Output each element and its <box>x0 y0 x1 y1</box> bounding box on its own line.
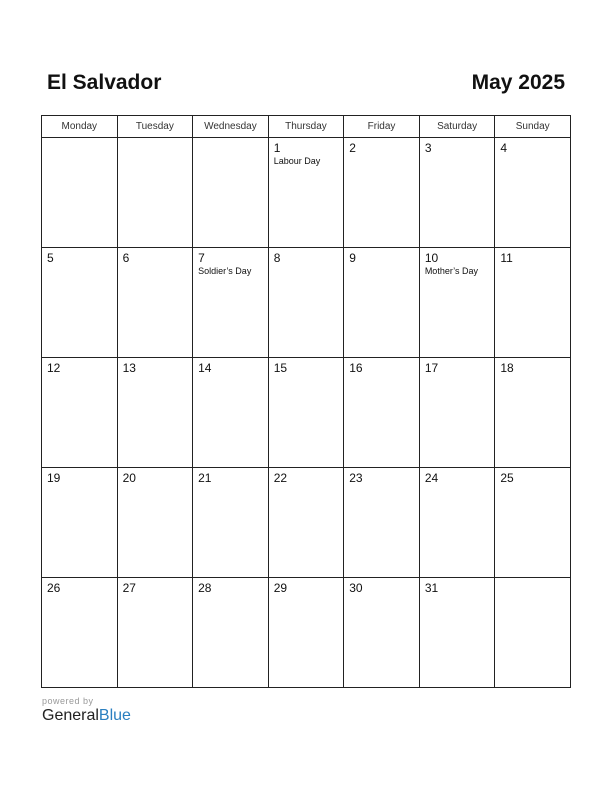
weekday-header: Sunday <box>495 116 571 138</box>
day-cell <box>344 578 420 688</box>
week-row <box>42 468 571 578</box>
day-cell <box>419 248 495 358</box>
day-cell <box>344 138 420 248</box>
day-cell <box>419 578 495 688</box>
weekday-header: Monday <box>42 116 118 138</box>
day-number: 23 <box>349 471 363 485</box>
day-number: 26 <box>47 581 61 595</box>
day-cell <box>344 468 420 578</box>
day-cell <box>495 138 571 248</box>
day-number: 2 <box>349 141 356 155</box>
day-cell <box>268 468 344 578</box>
holiday-label: Mother’s Day <box>424 266 478 276</box>
day-cell <box>42 358 118 468</box>
day-cell <box>42 468 118 578</box>
day-cell <box>193 358 269 468</box>
day-cell <box>117 248 193 358</box>
day-number: 7 <box>198 251 205 265</box>
weekday-header: Thursday <box>268 116 344 138</box>
day-cell <box>117 358 193 468</box>
week-row <box>42 138 571 248</box>
day-number: 4 <box>500 141 508 155</box>
day-number: 30 <box>349 581 363 595</box>
day-cell <box>42 578 118 688</box>
day-cell <box>344 248 420 358</box>
day-cell <box>42 138 118 248</box>
day-number: 13 <box>122 361 136 375</box>
day-cell <box>495 358 571 468</box>
day-number: 24 <box>424 471 439 485</box>
day-cell <box>268 358 344 468</box>
day-number: 5 <box>47 251 54 265</box>
day-number: 9 <box>349 251 356 265</box>
holiday-label: Soldier’s Day <box>198 266 252 276</box>
day-number: 21 <box>198 471 212 485</box>
day-cell <box>117 138 193 248</box>
day-number: 8 <box>273 251 281 265</box>
brand-general: General <box>42 707 99 724</box>
powered-by-text: powered by <box>42 696 94 706</box>
weekday-header-row <box>42 116 571 138</box>
week-row <box>42 578 571 688</box>
day-cell <box>419 138 495 248</box>
day-number: 25 <box>500 471 514 485</box>
day-cell <box>193 578 269 688</box>
day-number: 22 <box>273 471 288 485</box>
day-cell <box>193 248 269 358</box>
day-cell <box>268 578 344 688</box>
week-row <box>42 248 571 358</box>
day-cell <box>495 468 571 578</box>
week-row <box>42 358 571 468</box>
day-cell <box>419 468 495 578</box>
weekday-header: Friday <box>344 116 420 138</box>
day-number: 15 <box>273 361 288 375</box>
brand-logo <box>42 707 131 725</box>
brand-blue: Blue <box>98 707 131 724</box>
day-cell <box>495 578 571 688</box>
day-number: 31 <box>424 581 439 595</box>
day-number: 19 <box>47 471 61 485</box>
day-cell <box>42 248 118 358</box>
country-title: El Salvador <box>47 71 162 94</box>
day-cell <box>268 138 344 248</box>
day-number: 10 <box>424 251 439 265</box>
weekday-header: Tuesday <box>117 116 193 138</box>
day-number: 20 <box>122 471 136 485</box>
weekday-header: Wednesday <box>193 116 269 138</box>
holiday-label: Labour Day <box>273 156 321 166</box>
day-cell <box>495 248 571 358</box>
footer-branding <box>42 696 131 725</box>
day-number: 29 <box>273 581 288 595</box>
calendar-grid <box>41 115 571 688</box>
day-number: 11 <box>500 251 513 265</box>
day-number: 14 <box>198 361 212 375</box>
day-cell <box>419 358 495 468</box>
day-cell <box>268 248 344 358</box>
day-number: 28 <box>198 581 212 595</box>
day-cell <box>117 578 193 688</box>
day-number: 3 <box>424 141 432 155</box>
day-number: 12 <box>47 361 61 375</box>
day-cell <box>193 138 269 248</box>
month-year-title: May 2025 <box>471 71 565 94</box>
weekday-header: Saturday <box>419 116 495 138</box>
day-number: 27 <box>122 581 136 595</box>
day-cell <box>193 468 269 578</box>
day-number: 17 <box>424 361 439 375</box>
day-number: 1 <box>273 141 281 155</box>
day-cell <box>344 358 420 468</box>
day-cell <box>117 468 193 578</box>
day-number: 16 <box>349 361 363 375</box>
day-number: 18 <box>500 361 514 375</box>
day-number: 6 <box>122 251 130 265</box>
